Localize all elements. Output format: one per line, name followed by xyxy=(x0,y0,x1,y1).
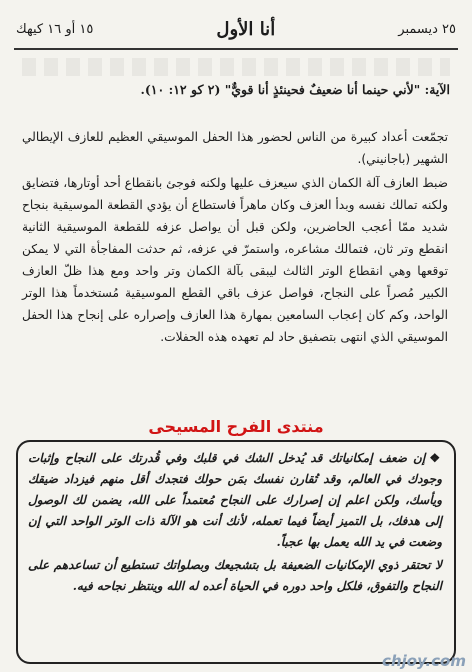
page-title: أنا الأول xyxy=(216,18,276,40)
star-bullet-icon: ❖ xyxy=(429,451,442,465)
site-watermark: chjoy.com xyxy=(382,652,466,670)
story-body xyxy=(22,126,448,350)
reflection-paragraph-2: لا تحتقر ذوي الإمكانيات الضعيفة بل بتشجيعك وبصلواتك تستطيع أن تساعدهم على النجاح والتفوق، فلكل واحد دوره في الحياة أعده له الله وينتظر نجاحه فيه. xyxy=(28,558,442,593)
verse xyxy=(22,82,450,97)
reflection-text xyxy=(28,448,442,599)
page-header xyxy=(16,14,456,44)
reflection-paragraph-1-text: إن ضعف إمكانياتك قد يُدخل الشك في قلبك وفي قُدرتك على النجاح وإثبات وجودك في العالم، وقد تُقارن نفسك بمَن حولك فتجدك أقل منهم فيزداد ضيقك ويأسك، ولكن اعلم إن إصرارك على النجاح مُعتمداً على الله، يضمن لك الوصول إلى هدفك، بل التميز أيضاً فيما تعمله، لأنك أنت هو الآلة ذات الوتر الواحد التي إن وضعت في يد الله يعمل بها عجباً. xyxy=(28,451,442,549)
story-paragraph-1: تجمّعت أعداد كبيرة من الناس لحضور هذا الحفل الموسيقي العظيم للعازف الإيطالي الشهير (باجانيني). xyxy=(22,130,448,166)
verse-text: "لأني حينما أنا ضعيفٌ فحينئذٍ أنا قويٌّ" (٢ كو ١٢: ١٠). xyxy=(140,82,425,97)
verse-label: الآية: xyxy=(424,82,450,97)
header-date-gregorian: ٢٥ ديسمبر xyxy=(398,21,456,37)
story-paragraph-2: ضبط العازف آلة الكمان الذي سيعزف عليها ولكنه فوجئ بانقطاع أحد أوتارها، فتضايق ولكنه تمالك نفسه وبدأ العزف وكان ماهراً فاستطاع أن يؤدي القطعة الموسيقية بنجاح شديد ممّا أعجب الحاضرين، ولكن قبل أن يواصل عزفه للقطعة الموسيقية الثانية انقطع وتر ثان، فتمالك مشاعره، واستمرّ في عزفه، ثم حدثت المفاجأة التي لا يمكن توقعها وهي انقطاع الوتر الثالث ليبقى بآلة الكمان وتر واحد ومع هذا ظلّ العازف الكبير مُصراً على النجاح، فواصل عزف باقي القطع الموسيقية مُستخدماً هذا الوتر الواحد، وكم كان إعجاب السامعين بمهارة هذا العازف وإصراره على إنجاح هذا الحفل الموسيقي الذي انتهى بتصفيق حاد لم تعهده هذه الحفلات. xyxy=(22,176,448,344)
header-rule xyxy=(14,48,458,50)
header-date-coptic: ١٥ أو ١٦ كيهك xyxy=(16,21,94,37)
reflection-paragraph-1 xyxy=(28,448,442,553)
forum-label: منتدى الفرح المسيحى xyxy=(148,417,324,436)
bleed-through-texture xyxy=(22,58,450,76)
